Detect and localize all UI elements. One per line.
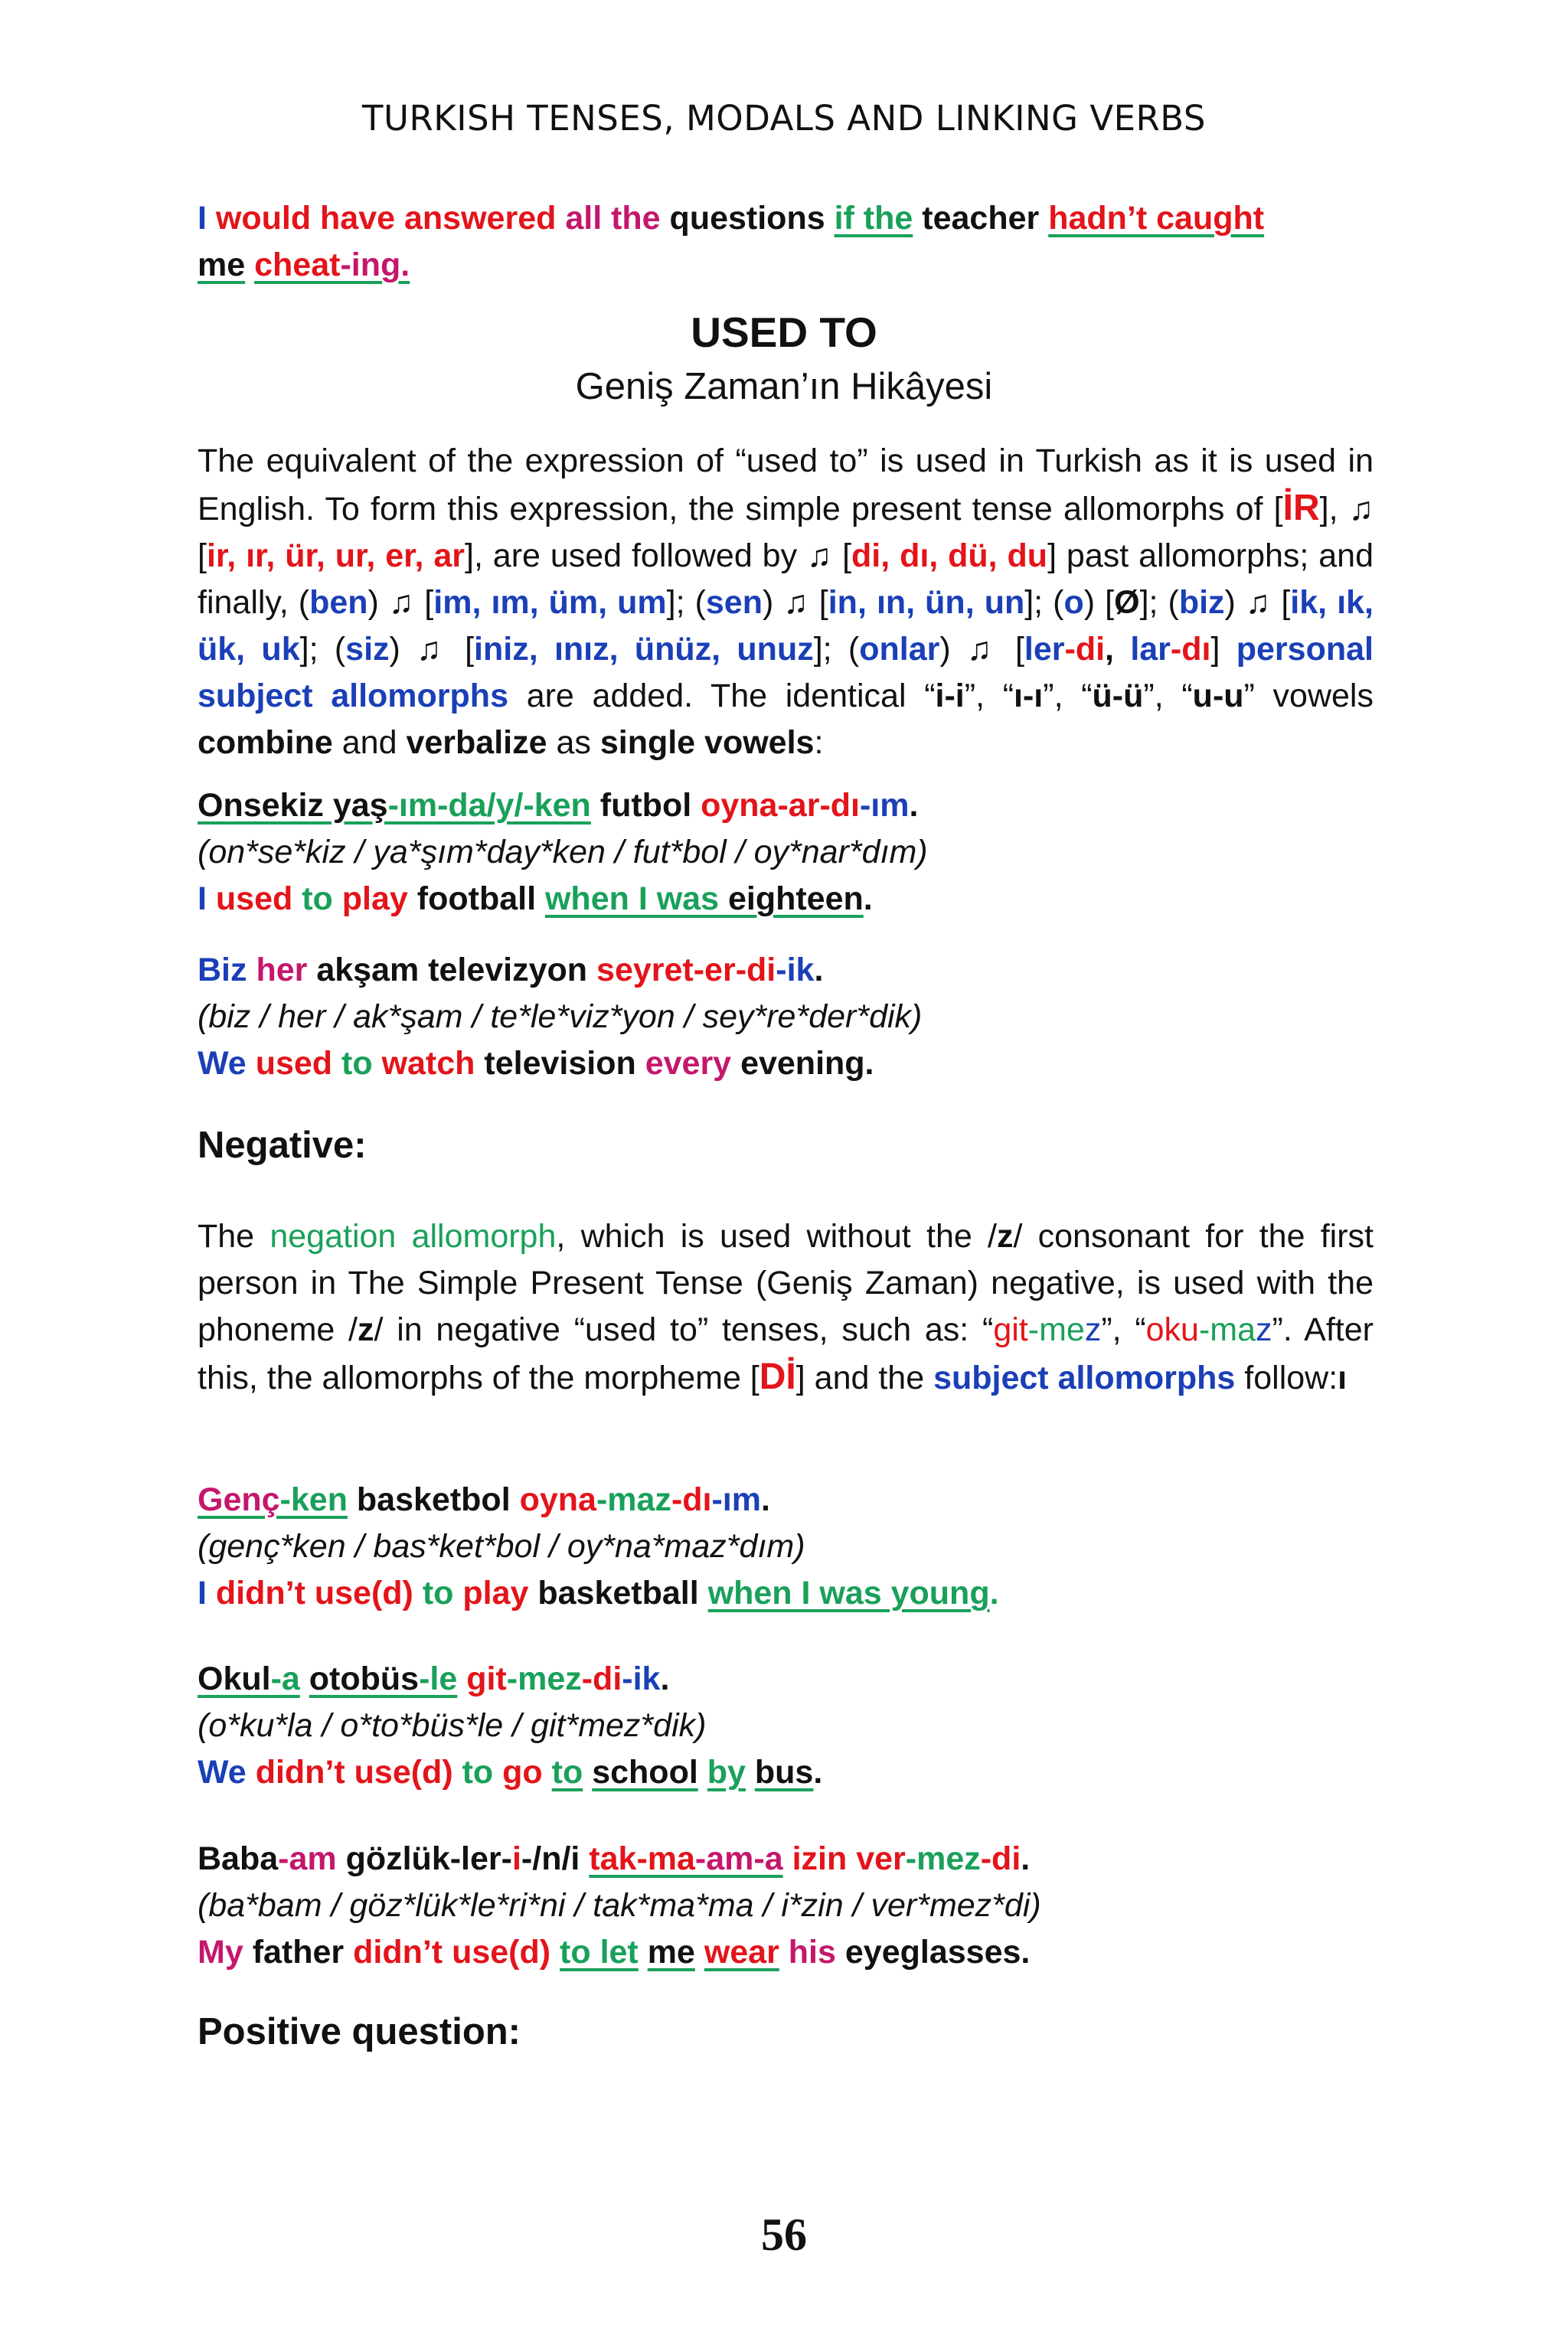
intro-word: questions	[669, 200, 825, 237]
intro-word: I	[198, 200, 207, 237]
page-number: 56	[761, 2209, 807, 2260]
negative-paragraph: The negation allomorph, which is used without the /z/ consonant for the first person in The Simple Present Tense (Geniş Zaman) negative, is used with the phoneme /z/ in negative “used to” tenses, such as: “git-mez”, “oku-maz”. After this, the allomorphs of the morpheme [Dİ] and the subject allomorphs follow:ı	[198, 1218, 1374, 1397]
intro-word: would have answered	[215, 200, 557, 237]
example-4: Okul-a otobüs-le git-mez-di-ik. (o*ku*la / o*to*büs*le / git*mez*dik) We didn’t use(d) to go to school by bus.	[198, 1660, 823, 1791]
intro-word: -ing.	[340, 247, 410, 283]
example-2: Biz her akşam televizyon seyret-er-di-ik. (biz / her / ak*şam / te*le*viz*yon / sey*re*der*dik) We used to watch television every evening.	[198, 952, 923, 1082]
example-3: Genç-ken basketbol oyna-maz-dı-ım. (genç*ken / bas*ket*bol / oy*na*maz*dım) I didn’t use(d) to play basketball when I was young.	[198, 1481, 999, 1611]
intro-word: me	[198, 247, 246, 283]
intro-word: all the	[565, 200, 661, 237]
intro-word: cheat	[254, 247, 341, 283]
intro-word: teacher	[922, 200, 1040, 237]
intro-word: if the	[834, 200, 913, 237]
running-header: TURKISH TENSES, MODALS AND LINKING VERBS	[362, 98, 1206, 139]
example-5: Baba-am gözlük-ler-i-/n/i tak-ma-am-a izin ver-mez-di. (ba*bam / göz*lük*le*ri*ni / tak*ma*ma / i*zin / ver*mez*di) My father didn’t use(d) to let me wear his eyeglasses.	[198, 1840, 1041, 1971]
negative-heading: Negative:	[198, 1125, 367, 1166]
example-1: Onsekiz yaş-ım-da/y/-ken futbol oyna-ar-dı-ım. (on*se*kiz / ya*şım*day*ken / fut*bol / oy*nar*dım) I used to play football when I was eighteen.	[198, 787, 928, 917]
intro-sentence	[198, 195, 1374, 289]
intro-word: hadn’t caught	[1048, 200, 1265, 237]
section-subtitle: Geniş Zaman’ın Hikâyesi	[575, 366, 993, 407]
explanation-paragraph: The equivalent of the expression of “used to” is used in Turkish as it is used in English. To form this expression, the simple present tense allomorphs of [İR], ♫ [ir, ır, ür, ur, er, ar], are used followed by ♫ [di, dı, dü, du] past allomorphs; and finally, (ben) ♫ [im, ım, üm, um]; (sen) ♫ [in, ın, ün, un]; (o) [Ø]; (biz) ♫ [ik, ık, ük, uk]; (siz) ♫ [iniz, ınız, ünüz, unuz]; (onlar) ♫ [ler-di, lar-dı] personal subject allomorphs are added. The identical “i-i”, “ı-ı”, “ü-ü”, “u-u” vowels combine and verbalize as single vowels:	[198, 442, 1374, 761]
positive-question-heading: Positive question:	[198, 2011, 521, 2052]
section-title: USED TO	[691, 309, 877, 356]
